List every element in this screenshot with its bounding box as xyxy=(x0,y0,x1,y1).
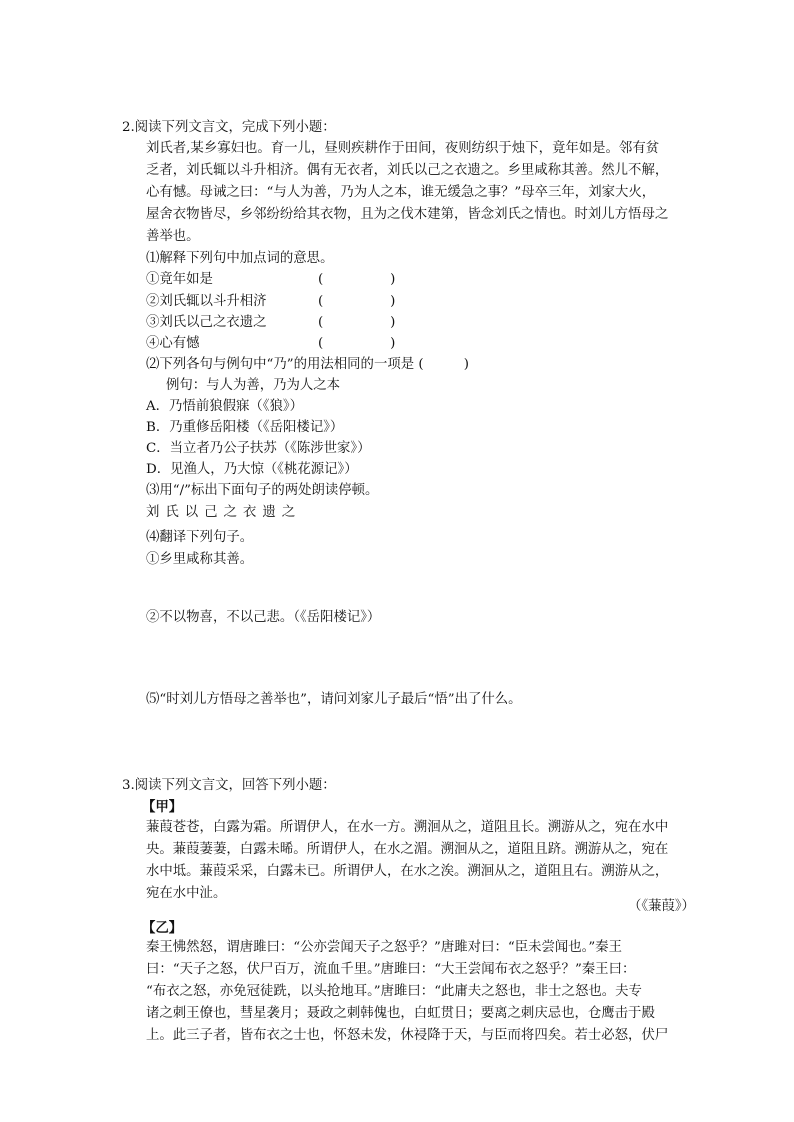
question-3-title: 3.阅读下列文言文，回答下列小题： xyxy=(122,778,336,793)
q2-passage-line: 乏者，刘氏辄以斗升相济。偶有无衣者，刘氏以己之衣遗之。乡里咸称其善。然儿不解， xyxy=(146,163,669,178)
q3-yi-line: 曰：“天子之怒，伏尸百万，流血千里。”唐雎曰：“大王尝闻布衣之怒乎？”秦王曰： xyxy=(146,962,636,977)
q2-sub3-sentence[interactable]: 刘氏以己之衣遗之 xyxy=(146,505,302,520)
q2-sub4-prompt: ⑷翻译下列句子。 xyxy=(146,530,254,545)
q2-sub1-blank[interactable]: ( ) xyxy=(318,315,396,330)
q3-jia-line: 蒹葭苍苍，白露为霜。所谓伊人，在水一方。溯洄从之，道阻且长。溯游从之，宛在水中 xyxy=(146,820,669,835)
q2-option-d[interactable]: D．见渔人，乃大惊（《桃花源记》） xyxy=(146,462,358,477)
q2-option-b[interactable]: B．乃重修岳阳楼（《岳阳楼记》） xyxy=(146,420,344,435)
q3-jia-source: （《蒹葭》） xyxy=(628,899,695,914)
q3-jia-line: 水中坻。蒹葭采采，白露未已。所谓伊人，在水之涘。溯洄从之，道阻且右。溯游从之， xyxy=(146,864,669,879)
q3-jia-label: 【甲】 xyxy=(142,799,183,815)
q2-sub1-blank[interactable]: ( ) xyxy=(318,294,396,309)
q2-option-c[interactable]: C．当立者乃公子扶苏（《陈涉世家》） xyxy=(146,441,371,456)
q2-sub1-prompt: ⑴解释下列句中加点词的意思。 xyxy=(146,251,334,266)
q2-passage-line: 屋舍衣物皆尽，乡邻纷纷给其衣物，且为之伐木建第，皆念刘氏之情也。时刘儿方悟母之 xyxy=(146,207,669,222)
q2-sub1-item: ②刘氏辄以斗升相济 xyxy=(146,294,267,309)
q2-sub3-prompt: ⑶用“/”标出下面句子的两处朗读停顿。 xyxy=(146,483,379,498)
q2-sub1-item: ④心有憾 xyxy=(146,336,200,351)
q2-sub1-item: ①竟年如是 xyxy=(146,272,213,287)
question-2-title: 2.阅读下列文言文，完成下列小题： xyxy=(122,120,336,135)
q2-sub2-prompt: ⑵下列各句与例句中“乃”的用法相同的一项是 ( ) xyxy=(146,357,469,372)
q2-sub4-item: ①乡里咸称其善。 xyxy=(146,552,254,567)
q3-jia-line: 央。蒹葭萋萋，白露未晞。所谓伊人，在水之湄。溯洄从之，道阻且跻。溯游从之，宛在 xyxy=(146,842,669,857)
q2-sub2-example: 例句：与人为善，乃为人之本 xyxy=(166,378,341,393)
q2-sub4-item: ②不以物喜，不以己悲。（《岳阳楼记》） xyxy=(146,610,381,625)
q3-yi-line: “布衣之怒，亦免冠徒跣，以头抢地耳。”唐雎曰：“此庸夫之怒也，非士之怒也。夫专 xyxy=(146,984,642,999)
q3-yi-line: 诸之刺王僚也，彗星袭月；聂政之刺韩傀也，白虹贯日；要离之刺庆忌也，仓鹰击于殿 xyxy=(146,1006,655,1021)
q3-jia-line: 宛在水中沚。 xyxy=(146,886,227,901)
q2-sub1-item: ③刘氏以己之衣遗之 xyxy=(146,315,267,330)
q3-yi-label: 【乙】 xyxy=(142,920,183,936)
q2-passage-line: 刘氏者,某乡寡妇也。育一儿，昼则疾耕作于田间，夜则纺织于烛下，竟年如是。邻有贫 xyxy=(146,141,660,156)
q2-option-a[interactable]: A．乃悟前狼假寐（《狼》） xyxy=(146,399,303,414)
q2-sub5-prompt: ⑸“时刘儿方悟母之善举也”，请问刘家儿子最后“悟”出了什么。 xyxy=(146,692,522,707)
q2-sub1-blank[interactable]: ( ) xyxy=(318,272,396,287)
q2-sub1-blank[interactable]: ( ) xyxy=(318,336,396,351)
q2-passage-line: 善举也。 xyxy=(146,229,200,244)
q3-yi-line: 秦王怫然怒，谓唐雎曰：“公亦尝闻天子之怒乎？”唐雎对曰：“臣未尝闻也。”秦王 xyxy=(146,940,622,955)
q2-passage-line: 心有憾。母诫之曰：“与人为善，乃为人之本，谁无缓急之事？”母卒三年，刘家大火， xyxy=(146,185,656,200)
q3-yi-line: 上。此三子者，皆布衣之士也，怀怒未发，休祲降于天，与臣而将四矣。若士必怒，伏尸 xyxy=(146,1028,669,1043)
